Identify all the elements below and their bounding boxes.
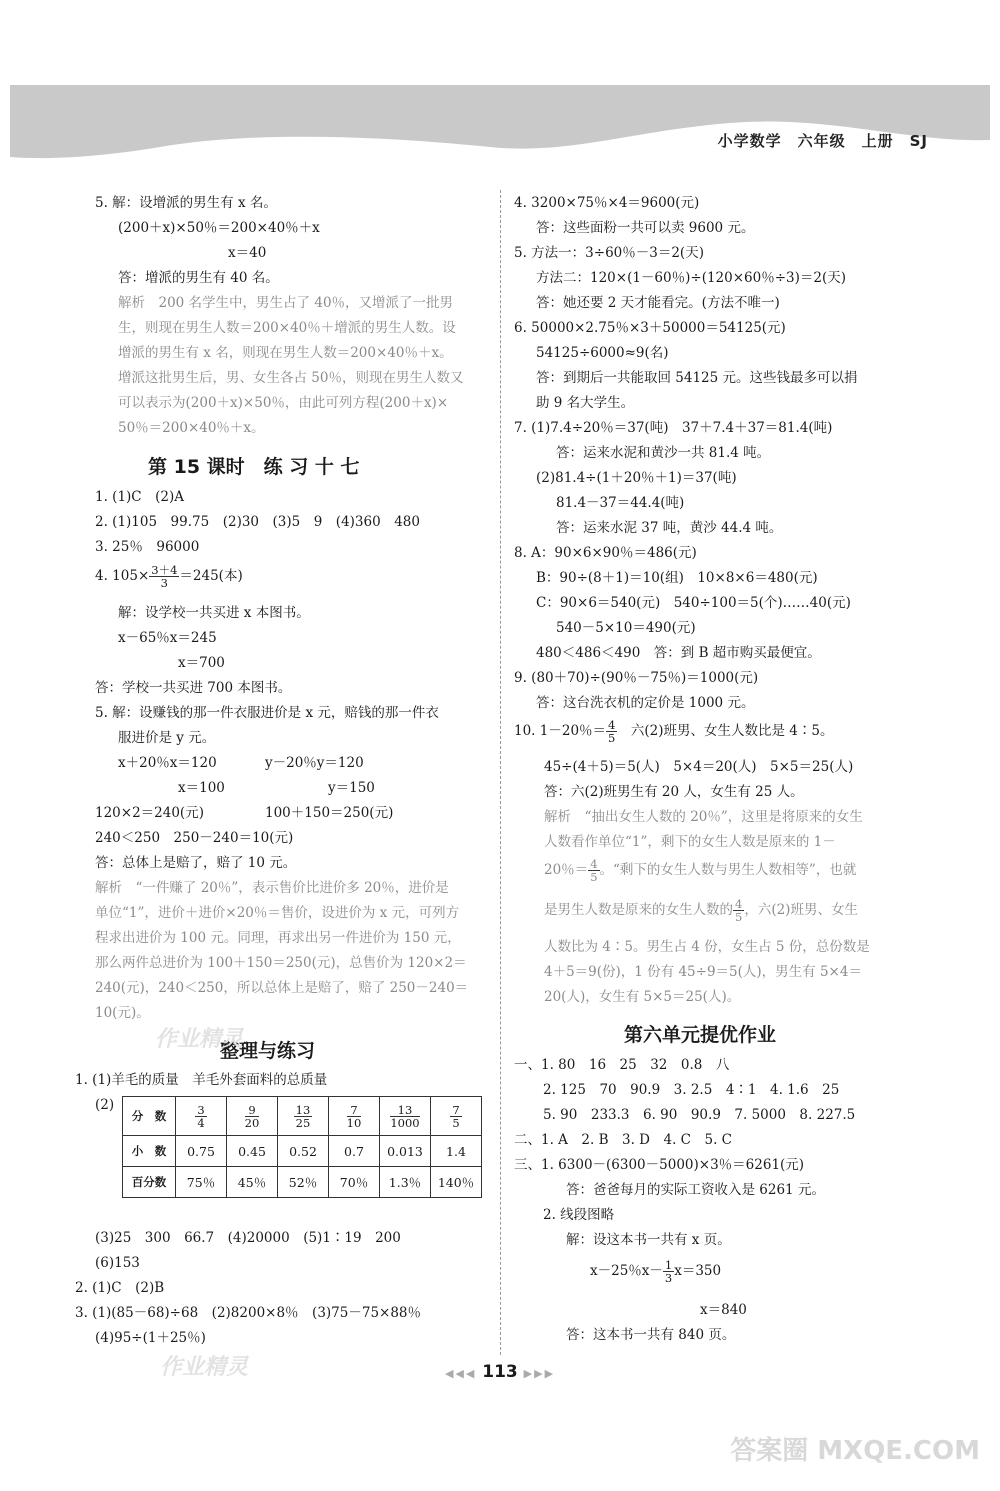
u3e-fraction bbox=[663, 1259, 674, 1284]
a7-line4: 81.4－37＝44.4(吨) bbox=[556, 495, 685, 511]
fraction-num: 3 bbox=[197, 1102, 205, 1117]
a10-analysis-5: 人数比为 4∶5。男生占 4 份，女生占 5 份，总份数是 bbox=[544, 939, 870, 955]
a8-line1: 8. A：90×6×90％＝486(元) bbox=[514, 545, 697, 561]
next-arrows-icon: ▶▶▶ bbox=[523, 1367, 556, 1380]
an4-pre: 是男生人数是原来的女生人数的 bbox=[544, 902, 733, 918]
review-q1-3: (3)25 300 66.7 (4)20000 (5)1∶19 200 bbox=[95, 1230, 401, 1246]
table-cell: 75％ bbox=[176, 1167, 227, 1198]
a7-line1: 7. (1)7.4÷20％＝37(吨) 37＋7.4＋37＝81.4(吨) bbox=[514, 420, 833, 436]
review-q1: 1. (1)羊毛的质量 羊毛外套面料的总质量 bbox=[75, 1072, 328, 1088]
u1-line3: 5. 90 233.3 6. 90 90.9 7. 5000 8. 227.5 bbox=[543, 1107, 856, 1123]
u2-line1: 二、1. A 2. B 3. D 4. C 5. C bbox=[514, 1132, 733, 1148]
fraction bbox=[195, 1104, 206, 1129]
fraction bbox=[347, 1104, 362, 1129]
section-heading-15: 第 15 课时 练 习 十 七 bbox=[148, 456, 360, 478]
an4-den: 5 bbox=[735, 910, 743, 924]
table-cell: 0.45 bbox=[227, 1136, 278, 1167]
an3-den: 5 bbox=[590, 870, 598, 884]
an4-fraction bbox=[733, 898, 744, 923]
an3-pre: 20％＝ bbox=[544, 862, 589, 878]
q4-post: ＝245(本) bbox=[179, 568, 243, 584]
fraction-num: 9 bbox=[245, 1104, 260, 1117]
u3-line4: 解：设这本书一共有 x 页。 bbox=[566, 1232, 731, 1248]
table-cell bbox=[227, 1097, 278, 1136]
row-label: 分 数 bbox=[123, 1097, 176, 1136]
section-heading-review: 整理与练习 bbox=[220, 1040, 316, 1062]
u3e-den: 3 bbox=[664, 1271, 673, 1285]
table-cell bbox=[278, 1097, 329, 1136]
a7-line5: 答：运来水泥 37 吨，黄沙 44.4 吨。 bbox=[556, 520, 783, 536]
table-cell: 45％ bbox=[227, 1167, 278, 1198]
p5-analysis-5: 可以表示为(200＋x)×50％，由此可列方程(200＋x)× bbox=[118, 395, 449, 411]
u3-line5 bbox=[590, 1259, 721, 1284]
a6-line2: 54125÷6000≈9(名) bbox=[536, 345, 669, 361]
an3-fraction bbox=[588, 858, 599, 883]
table-cell: 70％ bbox=[329, 1167, 380, 1198]
a10-fraction bbox=[606, 719, 617, 744]
p5-line4: 答：增派的男生有 40 名。 bbox=[118, 270, 279, 286]
fraction-den: 5 bbox=[452, 1115, 460, 1130]
q5-analysis-2: 单位“1”，进价＋进价×20％＝售价，设进价为 x 元，可列方 bbox=[95, 905, 460, 921]
q5-analysis-5: 240(元)，240＜250，所以总体上是赔了，赔了 250－240＝ bbox=[95, 980, 469, 996]
q4-line5: 答：学校一共买进 700 本图书。 bbox=[95, 680, 292, 696]
p5-analysis-3: 增派的男生有 x 名，则现在男生人数＝200×40％＋x。 bbox=[118, 345, 453, 361]
q5-line2: 服进价是 y 元。 bbox=[118, 730, 216, 746]
a10-num: 4 bbox=[608, 718, 616, 732]
review-q3b: (4)95÷(1＋25％) bbox=[95, 1330, 206, 1346]
fraction bbox=[294, 1104, 313, 1129]
a10-line3: 答：六(2)班男生有 20 人，女生有 25 人。 bbox=[544, 784, 804, 800]
q5-line5a: 120×2＝240(元) bbox=[95, 805, 204, 821]
a10-analysis-6: 4＋5＝9(份)，1 份有 45÷9＝5(人)，男生有 5×4＝ bbox=[544, 964, 862, 980]
q2: 2. (1)105 99.75 (2)30 (3)5 9 (4)360 480 bbox=[95, 514, 420, 530]
fraction-num: 13 bbox=[390, 1104, 419, 1117]
q4-num: 3＋4 bbox=[151, 563, 178, 577]
a10-line2: 45÷(4＋5)＝5(人) 5×4＝20(人) 5×5＝25(人) bbox=[544, 759, 854, 775]
fraction bbox=[390, 1104, 419, 1129]
q5-line3a: x＋20％x＝120 bbox=[118, 755, 217, 771]
u1-line2: 2. 125 70 90.9 3. 2.5 4∶1 4. 1.6 25 bbox=[543, 1082, 840, 1098]
a6-line4: 助 9 名大学生。 bbox=[536, 395, 635, 411]
p5-line2: (200＋x)×50％＝200×40％＋x bbox=[118, 220, 320, 236]
a10-pre: 10. 1－20％＝ bbox=[514, 723, 607, 739]
q4-den: 3 bbox=[160, 576, 168, 590]
review-q3a: 3. (1)(85－68)÷68 (2)8200×8％ (3)75－75×88％ bbox=[75, 1305, 422, 1321]
page-footer bbox=[0, 1362, 1000, 1382]
a6-line1: 6. 50000×2.75％×3＋50000＝54125(元) bbox=[514, 320, 786, 336]
review-q2: 2. (1)C (2)B bbox=[75, 1280, 165, 1296]
q5-analysis-4: 那么两件总进价为 100＋150＝250(元)，总售价为 120×2＝ bbox=[95, 955, 467, 971]
a10-analysis-7: 20(人)，女生有 5×5＝25(人)。 bbox=[544, 989, 741, 1005]
a8-line2: B：90÷(8＋1)＝10(组) 10×8×6＝480(元) bbox=[536, 570, 818, 586]
u3e-pre: x－25％x－ bbox=[590, 1263, 663, 1279]
a5-line2: 方法二：120×(1－60％)÷(120×60％÷3)＝2(天) bbox=[536, 270, 847, 286]
u3-line6: x＝840 bbox=[700, 1302, 747, 1318]
fraction-num: 7 bbox=[347, 1104, 362, 1117]
q3: 3. 25％ 96000 bbox=[95, 539, 200, 555]
table-cell bbox=[329, 1097, 380, 1136]
watermark-site: 答案圈 MXQE.COM bbox=[730, 1436, 980, 1466]
table-cell: 0.75 bbox=[176, 1136, 227, 1167]
a4-line1: 4. 3200×75％×4＝9600(元) bbox=[514, 195, 700, 211]
a10-analysis-1: 解析 “抽出女生人数的 20％”，这里是将原来的女生 bbox=[544, 809, 863, 825]
table-cell bbox=[380, 1097, 431, 1136]
u3e-post: x＝350 bbox=[674, 1263, 722, 1279]
fraction-decimal-percent-table bbox=[122, 1096, 482, 1198]
table-row bbox=[123, 1167, 482, 1198]
u1-line1: 一、1. 80 16 25 32 0.8 八 bbox=[514, 1057, 730, 1073]
q1: 1. (1)C (2)A bbox=[95, 489, 184, 505]
q5-line4b: y＝150 bbox=[328, 780, 375, 796]
a10-post: 六(2)班男、女生人数比是 4∶5。 bbox=[617, 723, 834, 739]
table-cell: 52％ bbox=[278, 1167, 329, 1198]
fraction-den: 10 bbox=[346, 1115, 362, 1130]
p5-line1: 5. 解：设增派的男生有 x 名。 bbox=[95, 195, 277, 211]
fraction bbox=[450, 1104, 461, 1129]
fraction-den: 4 bbox=[197, 1115, 205, 1130]
u3e-num: 1 bbox=[664, 1258, 673, 1272]
section-heading-unit6: 第六单元提优作业 bbox=[624, 1024, 777, 1046]
p5-analysis-6: 50％＝200×40％＋x。 bbox=[118, 420, 265, 436]
q4-line4: x＝700 bbox=[178, 655, 225, 671]
q5-analysis-6: 10(元)。 bbox=[95, 1005, 150, 1021]
p5-line3: x＝40 bbox=[228, 245, 267, 261]
q4-line1 bbox=[95, 564, 243, 589]
watermark-1: 作业精灵 bbox=[155, 1026, 244, 1052]
row-label: 小 数 bbox=[123, 1136, 176, 1167]
q5-line3b: y－20％y＝120 bbox=[265, 755, 364, 771]
a9-line1: 9. (80＋70)÷(90％－75％)＝1000(元) bbox=[514, 670, 759, 686]
u3-line7: 答：这本书一共有 840 页。 bbox=[566, 1327, 736, 1343]
table-cell: 0.7 bbox=[329, 1136, 380, 1167]
a4-line2: 答：这些面粉一共可以卖 9600 元。 bbox=[536, 220, 755, 236]
q4-line2: 解：设学校一共买进 x 本图书。 bbox=[118, 605, 310, 621]
p5-analysis-4: 增派这批男生后，男、女生各占 50％，则现在男生人数又 bbox=[118, 370, 464, 386]
a6-line3: 答：到期后一共能取回 54125 元。这些钱最多可以捐 bbox=[536, 370, 858, 386]
an3-num: 4 bbox=[590, 857, 598, 871]
q5-line6: 240＜250 250－240＝10(元) bbox=[95, 830, 294, 846]
u3-line3: 2. 线段图略 bbox=[543, 1207, 615, 1223]
table-cell: 1.3％ bbox=[380, 1167, 431, 1198]
table-cell: 0.013 bbox=[380, 1136, 431, 1167]
a10-den: 5 bbox=[608, 731, 616, 745]
u3-line2: 答：爸爸每月的实际工资收入是 6261 元。 bbox=[566, 1182, 825, 1198]
a5-line1: 5. 方法一：3÷60％－3＝2(天) bbox=[514, 245, 704, 261]
q5-line5b: 100＋150＝250(元) bbox=[265, 805, 394, 821]
p5-analysis-1: 解析 200 名学生中，男生占了 40％，又增派了一批男 bbox=[118, 295, 454, 311]
table-cell: 1.4 bbox=[431, 1136, 482, 1167]
p5-analysis-2: 生，则现在男生人数＝200×40％＋增派的男生人数。设 bbox=[118, 320, 456, 336]
q5-line4a: x＝100 bbox=[178, 780, 225, 796]
a7-line3: (2)81.4÷(1＋20％＋1)＝37(吨) bbox=[536, 470, 737, 486]
a9-line2: 答：这台洗衣机的定价是 1000 元。 bbox=[536, 695, 755, 711]
fraction-den: 25 bbox=[295, 1115, 311, 1130]
an4-num: 4 bbox=[735, 897, 743, 911]
table-cell: 140％ bbox=[431, 1167, 482, 1198]
table-row bbox=[123, 1136, 482, 1167]
table-row bbox=[123, 1097, 482, 1136]
q5-analysis-3: 程求出进价为 100 元。同理，再求出另一件进价为 150 元， bbox=[95, 930, 461, 946]
column-divider bbox=[500, 190, 501, 1355]
a10-line1 bbox=[514, 719, 833, 744]
fraction-den: 1000 bbox=[390, 1115, 420, 1130]
a7-line2: 答：运来水泥和黄沙一共 81.4 吨。 bbox=[556, 445, 771, 461]
q5-line1: 5. 解：设赚钱的那一件衣服进价是 x 元，赔钱的那一件衣 bbox=[95, 705, 439, 721]
book-title: 小学数学 六年级 上册 SJ bbox=[717, 132, 928, 150]
page-number: 113 bbox=[482, 1362, 518, 1382]
a10-analysis-2: 人数看作单位“1”，剩下的女生人数是原来的 1－ bbox=[544, 834, 836, 850]
review-q1-2: (2) bbox=[95, 1097, 115, 1113]
q4-pre: 4. 105× bbox=[95, 568, 150, 584]
page-header bbox=[10, 85, 990, 160]
a10-analysis-3 bbox=[544, 858, 856, 883]
q4-fraction bbox=[149, 564, 179, 589]
a5-line3: 答：她还要 2 天才能看完。(方法不唯一) bbox=[536, 295, 780, 311]
review-q1-6: (6)153 bbox=[95, 1255, 140, 1271]
an4-post: ，六(2)班男、女生 bbox=[744, 902, 858, 918]
prev-arrows-icon: ◀◀◀ bbox=[444, 1367, 477, 1380]
fraction-den: 20 bbox=[244, 1115, 260, 1130]
u3-line1: 三、1. 6300－(6300－5000)×3％＝6261(元) bbox=[514, 1157, 805, 1173]
table-cell bbox=[431, 1097, 482, 1136]
table-cell bbox=[176, 1097, 227, 1136]
fraction-num: 13 bbox=[295, 1102, 311, 1117]
a8-line3: C：90×6＝540(元) 540÷100＝5(个)……40(元) bbox=[536, 595, 851, 611]
a10-analysis-4 bbox=[544, 898, 858, 923]
row-label: 百分数 bbox=[123, 1167, 176, 1198]
q4-line3: x－65％x＝245 bbox=[118, 630, 217, 646]
table-cell: 0.52 bbox=[278, 1136, 329, 1167]
a8-line4: 540－5×10＝490(元) bbox=[556, 620, 696, 636]
fraction bbox=[245, 1104, 260, 1129]
q5-line7: 答：总体上是赔了，赔了 10 元。 bbox=[95, 855, 297, 871]
an3-post: 。“剩下的女生人数与男生人数相等”，也就 bbox=[599, 862, 857, 878]
fraction-num: 7 bbox=[452, 1102, 460, 1117]
watermark-2: 作业精灵 bbox=[160, 1354, 249, 1380]
q5-analysis-1: 解析 “一件赚了 20％”，表示售价比进价多 20％，进价是 bbox=[95, 880, 449, 896]
a8-line5: 480＜486＜490 答：到 B 超市购买最便宜。 bbox=[536, 645, 821, 661]
